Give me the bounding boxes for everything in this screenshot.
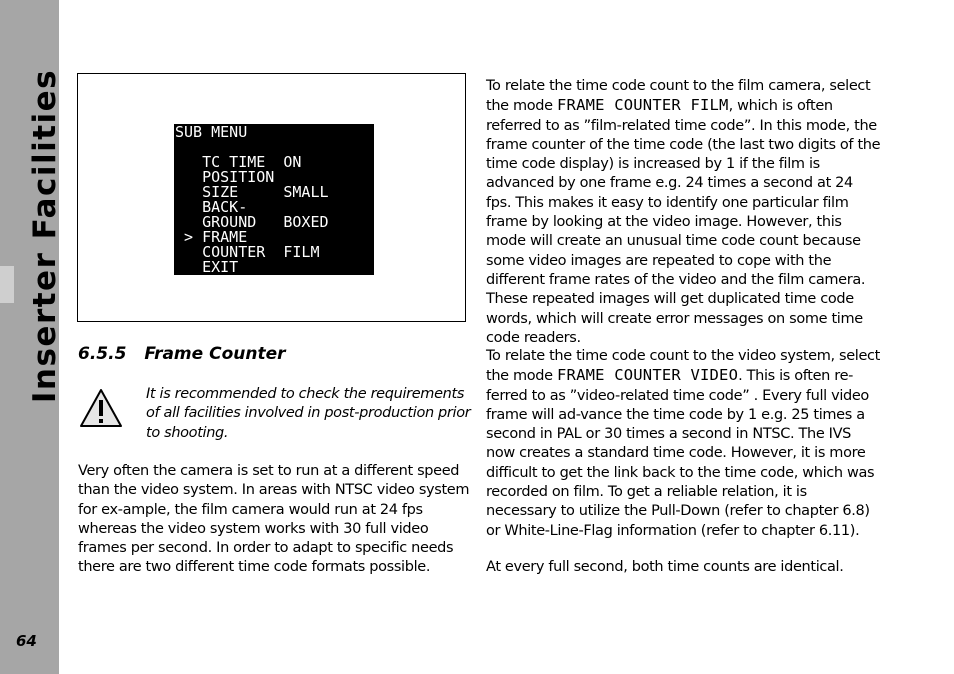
right-paragraph-1 <box>486 77 881 348</box>
warning-text: It is recommended to check the requirements of all facilities involved in post-production prior to shooting. <box>146 386 471 441</box>
p1-text-after: , which is often referred to as ”film-related time code”. In this mode, the frame counter of the time code (the last two digits of the time code display) is increased by 1 if the film is advanced by one frame e.g. 24 times a second at 24 fps. This makes it easy to identify one particular film frame by looking at the video image. However, this mode will create an unusual time code count because some video images are repeated to cope with the different frame rates of the video and the film camera. These repeated images will get duplicated time code words, which will create error messages on some time code readers. <box>486 98 881 346</box>
osd-line: BACK- <box>175 198 248 216</box>
p2-mode-label: FRAME COUNTER VIDEO <box>557 366 739 385</box>
warning-icon <box>79 388 123 428</box>
chapter-title: Inserter Facilities <box>27 68 63 404</box>
p2-text-before: To relate the time code count to the video system, select the mode <box>486 348 880 385</box>
osd-line: TC TIME ON <box>175 153 302 171</box>
sidebar <box>0 0 63 674</box>
p2-text-after: . This is often re-ferred to as ”video-related time code” . Every full video frame will ad-vance the time code by 1 e.g. 25 times a second in PAL or 30 times a second in NTSC. The IVS now creates a standard time code. However, it is more difficult to get the link back to the time code, which was recorded on film. To get a reliable relation, it is necessary to utilize the Pull-Down (refer to chapter 6.8) or White-Line-Flag information (refer to chapter 6.11). <box>486 368 875 539</box>
page-number: 64 <box>16 632 37 650</box>
sidebar-tab <box>0 266 14 303</box>
osd-line: POSITION <box>175 168 275 186</box>
osd-line: COUNTER FILM <box>175 243 320 261</box>
left-paragraph: Very often the camera is set to run at a different speed than the video system. In areas with NTSC video system for ex-ample, the film camera would run at 24 fps whereas the video system works with 30 full video frames per second. In order to adapt to specific needs there are two different time code formats possible. <box>78 463 470 576</box>
osd-line: SIZE SMALL <box>175 183 329 201</box>
right-paragraph-2 <box>486 347 881 541</box>
osd-line: EXIT <box>175 258 239 276</box>
section-title: Frame Counter <box>144 344 286 364</box>
section-heading <box>78 344 286 364</box>
p1-mode-label: FRAME COUNTER FILM <box>557 96 729 115</box>
p1-text-before: To relate the time code count to the film camera, select the mode <box>486 78 871 115</box>
osd-line: SUB MENU <box>175 123 248 141</box>
osd-screen <box>174 124 374 275</box>
right-paragraph-3: At every full second, both time counts are identical. <box>486 559 844 575</box>
osd-line: > FRAME <box>175 228 248 246</box>
osd-line: GROUND BOXED <box>175 213 329 231</box>
section-number: 6.5.5 <box>78 344 127 364</box>
submenu-figure <box>77 73 466 322</box>
